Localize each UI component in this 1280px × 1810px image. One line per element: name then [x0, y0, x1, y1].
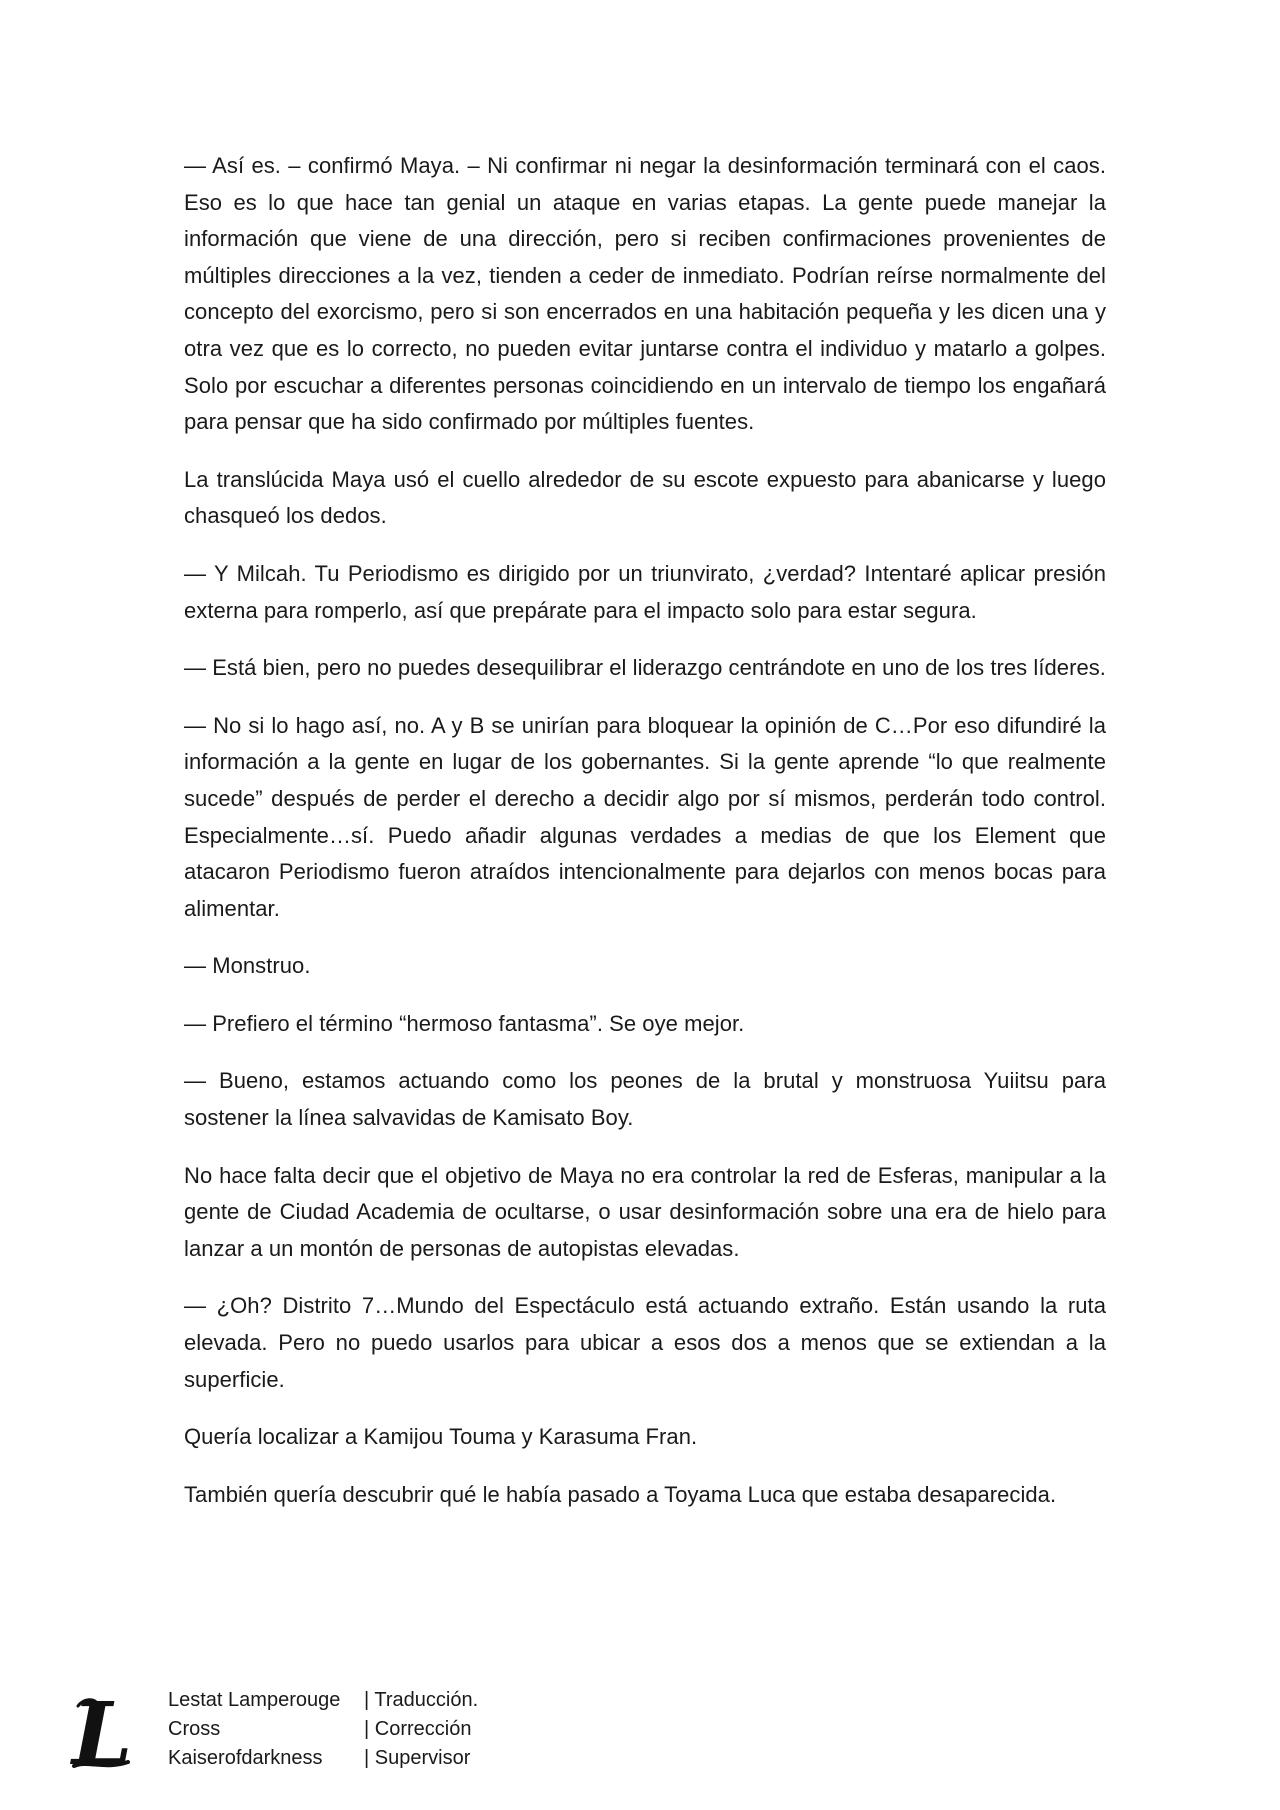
paragraph: — Está bien, pero no puedes desequilibrar el liderazgo centrándote en uno de los tres líderes. — [184, 655, 1106, 681]
paragraph: La translúcida Maya usó el cuello alrededor de su escote expuesto para abanicarse y luego chasqueó los dedos. — [184, 466, 1106, 529]
gothic-l-logo — [68, 1692, 132, 1774]
credit-role: | Corrección — [364, 1718, 472, 1740]
paragraph: — Bueno, estamos actuando como los peones de la brutal y monstruosa Yuiitsu para sostener la línea salvavidas de Kamisato Boy. — [184, 1068, 1106, 1131]
paragraph: — Así es. – confirmó Maya. – Ni confirmar ni negar la desinformación terminará con el caos. Eso es lo que hace tan genial un ataque en varias etapas. La gente puede manejar la información que viene de una dirección, pero si reciben confirmaciones provenientes de múltiples direcciones a la vez, tienden a ceder de inmediato. Podrían reírse normalmente del concepto del exorcismo, pero si son encerrados en una habitación pequeña y les dicen una y otra vez que es lo correcto, no pueden evitar juntarse contra el individuo y matarlo a golpes. Solo por escuchar a diferentes personas coincidiendo en un intervalo de tiempo los engañará para pensar que ha sido confirmado por múltiples fuentes. — [184, 153, 1106, 435]
paragraph: También quería descubrir qué le había pasado a Toyama Luca que estaba desaparecida. — [184, 1481, 1057, 1507]
credit-row — [168, 1744, 478, 1773]
credit-row — [168, 1686, 478, 1715]
paragraph: — Monstruo. — [184, 953, 311, 979]
credit-row — [168, 1715, 478, 1744]
credit-role: | Traducción. — [364, 1689, 479, 1711]
paragraph: — No si lo hago así, no. A y B se unirían para bloquear la opinión de C…Por eso difundiré la información a la gente en lugar de los gobernantes. Si la gente aprende “lo que realmente sucede” después de perder el derecho a decidir algo por sí mismos, perderán todo control. Especialmente…sí. Puedo añadir algunas verdades a medias de que los Element que atacaron Periodismo fueron atraídos intencionalmente para dejarlos con menos bocas para alimentar. — [184, 712, 1106, 921]
paragraph: — ¿Oh? Distrito 7…Mundo del Espectáculo está actuando extraño. Están usando la ruta elevada. Pero no puedo usarlos para ubicar a esos dos a menos que se extiendan a la superficie. — [184, 1293, 1106, 1392]
paragraph: — Prefiero el término “hermoso fantasma”. Se oye mejor. — [184, 1010, 745, 1036]
document-body — [184, 148, 1106, 1534]
credit-role: | Supervisor — [364, 1747, 471, 1769]
credit-name: Cross — [168, 1718, 221, 1740]
credits-list — [168, 1686, 478, 1773]
paragraph: No hace falta decir que el objetivo de Maya no era controlar la red de Esferas, manipular a la gente de Ciudad Academia de ocultarse, o usar desinformación sobre una era de hielo para lanzar a un montón de personas de autopistas elevadas. — [184, 1162, 1106, 1261]
paragraph: — Y Milcah. Tu Periodismo es dirigido por un triunvirato, ¿verdad? Intentaré aplicar presión externa para romperlo, así que prepárate para el impacto solo para estar segura. — [184, 560, 1106, 623]
paragraph: Quería localizar a Kamijou Touma y Karasuma Fran. — [184, 1424, 698, 1450]
credit-name: Kaiserofdarkness — [168, 1747, 323, 1769]
credits-footer — [68, 1686, 668, 1786]
credit-name: Lestat Lamperouge — [168, 1689, 341, 1711]
gothic-l-letter: L — [72, 1692, 132, 1774]
